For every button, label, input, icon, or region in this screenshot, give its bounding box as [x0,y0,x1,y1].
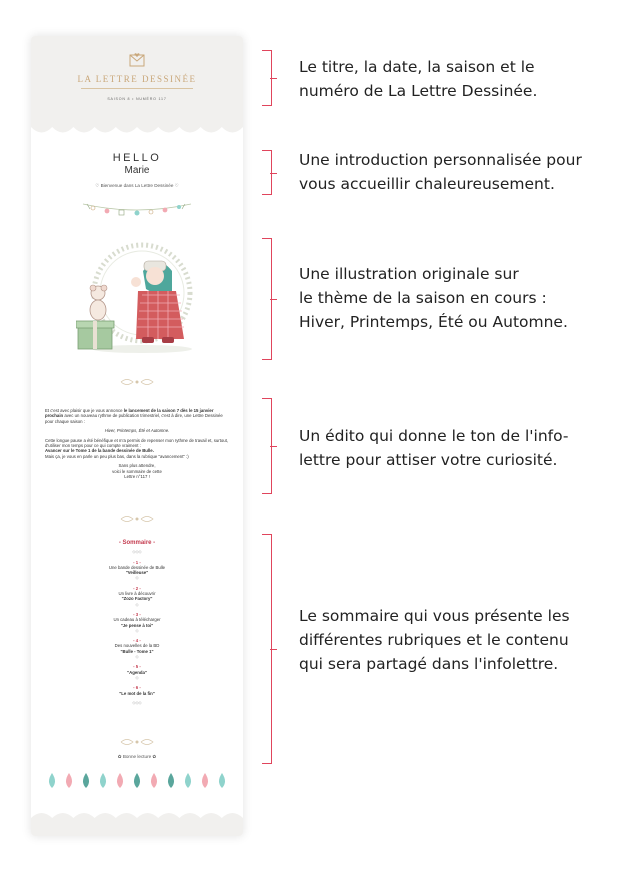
summary-item-number: - 3 - [133,611,141,617]
ornament-divider-3 [117,736,157,748]
summary-item-number: - 4 - [133,638,141,644]
seasonal-illustration [76,231,196,361]
hello-heading: HELLO [112,152,162,164]
edito-text: Et c'est avec plaisir que je vous annonce le lancement de la saison 7 dès le 15 janvier prochain avec un nouveau rythme de publication trimestriel, c'est à dire, une Lettre Dessinée pour chaque saison : Hiver, Printemps, Été et Automne. Cette longue pause a été bénéfique et m'a permis de repenser mon rythme de travail et, surtout, d'utiliser mon temps pour ce qui compte vraiment : Avancer sur le Tome 1 de la bande dessinée de Bulle. Mais ça, je vous en parle un peu plus bas, dans la rubrique "avancement" :) Sans plus attendre, voici le sommaire de cette Lettre n°117 ! [45,408,229,480]
summary-item-desc: Des nouvelles de la BD [114,643,160,649]
small-separator: ◇ [135,654,139,660]
summary-item-desc: Une bande dessinée de Bulle [108,564,166,570]
summary-item-title[interactable]: "Veilleuse" [125,570,149,576]
small-separator: ◇ [135,575,139,581]
brand-underline [81,88,193,89]
summary-separator: ◇◇◇ [132,549,142,555]
summary-item-number: - 2 - [133,585,141,591]
summary-item-title[interactable]: "Le mot de la fin" [119,690,155,696]
summary-item-number: - 5 - [133,664,141,670]
annotation-header: Le titre, la date, la saison et le numéro de La Lettre Dessinée. [299,58,538,100]
summary-item-desc: Un livre à découvrir [118,591,156,597]
issue-number: SAISON 8 • NUMÉRO 117 [107,97,167,101]
bracket-header [262,50,272,106]
summary-separator: ◇◇◇ [132,699,142,705]
annotation-illustration: Une illustration originale sur le thème de la saison en cours : Hiver, Printemps, Été ou Automne. [299,265,568,331]
small-separator: ◇ [135,601,139,607]
subscriber-name: Marie [124,165,150,176]
ornament-divider-2 [117,513,157,525]
closing-text: ✿ Bonne lecture ✿ [117,754,157,759]
envelope-heart-icon [127,50,147,70]
bracket-summary [262,534,272,764]
summary-item-title[interactable]: "Zozo Factory" [121,596,153,602]
garland-ornament [81,200,193,220]
annotation-edito: Un édito qui donne le ton de l'info- lettre pour attiser votre curiosité. [299,427,569,469]
bracket-intro [262,150,272,195]
newsletter-header [31,36,243,126]
bracket-edito [262,398,272,494]
small-separator: ◇ [135,674,139,680]
annotation-intro: Une introduction personnalisée pour vous accueillir chaleureusement. [299,151,582,193]
summary-item-title[interactable]: "Bulle - Tome 1" [120,648,154,654]
newsletter-preview [31,36,243,836]
summary-item-number: - 6 - [133,685,141,691]
ornament-divider-1 [117,376,157,388]
summary-title: - Sommaire - [118,540,156,546]
scallop-border-top [31,124,243,138]
drops-decoration [45,772,231,790]
table-of-contents [31,541,243,705]
summary-item-desc: Un cadeau à télécharger [113,617,161,623]
welcome-text: ♡ Bienvenue dans La Lettre Dessinée ♡ [95,183,179,188]
bracket-illustration [262,238,272,360]
scallop-border-bottom [31,808,243,836]
summary-item-title[interactable]: "Je pense à toi" [120,622,154,628]
brand-title: LA LETTRE DESSINÉE [77,74,197,84]
summary-item-title[interactable]: "Agenda" [127,669,147,675]
summary-item-number: - 1 - [133,559,141,565]
annotation-summary: Le sommaire qui vous présente les différentes rubriques et le contenu qui sera partagé dans l'infolettre. [299,607,570,673]
small-separator: ◇ [135,627,139,633]
